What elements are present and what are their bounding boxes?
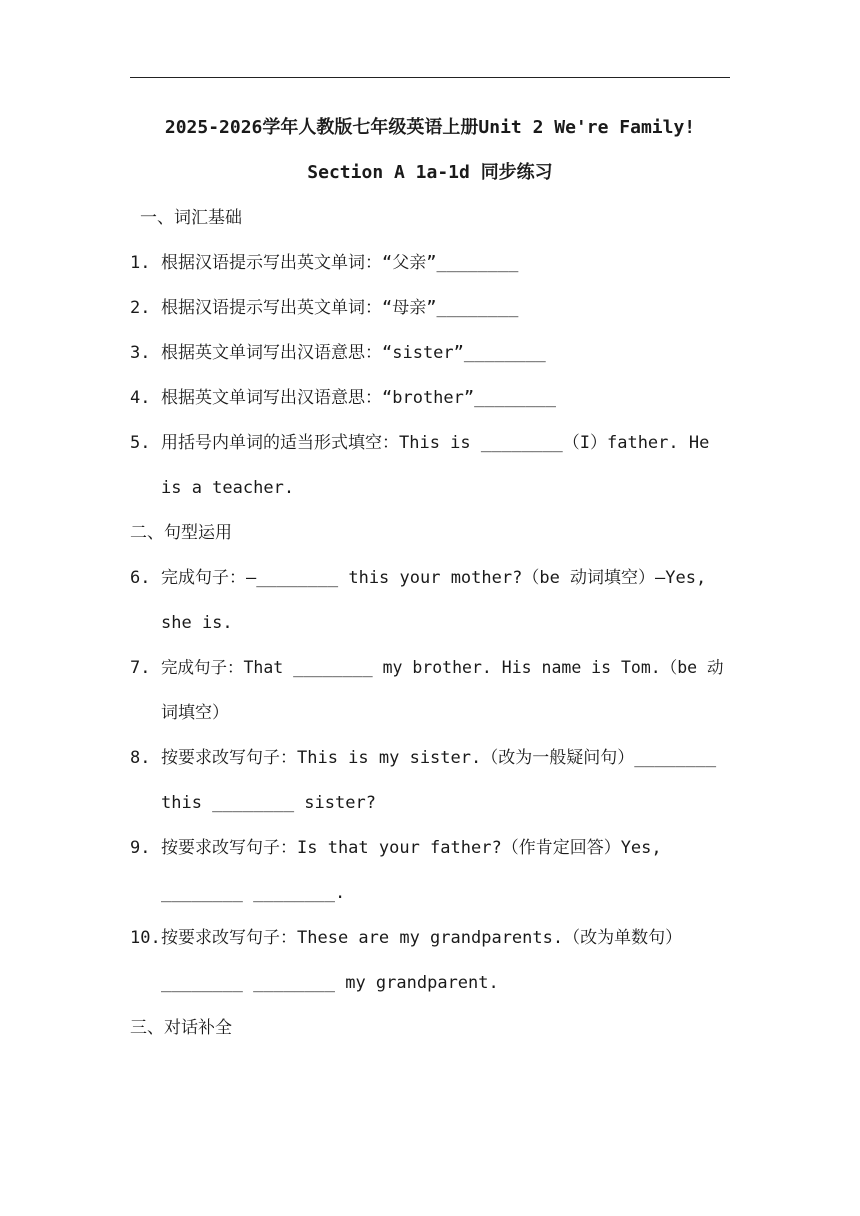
question-number: 3. [130, 343, 151, 363]
question-number: 6. [130, 568, 151, 588]
document-title-line1: 2025-2026学年人教版七年级英语上册Unit 2 We're Family! [164, 117, 696, 138]
question-number: 9. [130, 838, 151, 858]
question-text: 完成句子：—________ this your mother?（be 动词填空）—Yes, [161, 568, 707, 588]
question-number: 5. [130, 433, 151, 453]
question-text-continued: ________ ________ my grandparent. [161, 973, 499, 993]
question-number: 2. [130, 298, 151, 318]
question-text-continued: is a teacher. [161, 478, 295, 498]
question-number: 1. [130, 253, 151, 273]
question-number: 4. [130, 388, 151, 408]
question-text: 按要求改写句子：Is that your father?（作肯定回答）Yes, [161, 838, 662, 858]
question-text: 按要求改写句子：This is my sister.（改为一般疑问句）________ [161, 748, 717, 768]
section-heading-sentences: 二、句型运用 [130, 523, 232, 543]
question-text-continued: she is. [161, 613, 233, 633]
question-number: 10. [130, 928, 161, 948]
question-text-continued: this ________ sister? [161, 793, 376, 813]
question-number: 7. [130, 658, 151, 678]
question-text: 按要求改写句子：These are my grandparents.（改为单数句） [161, 928, 683, 948]
header-rule [130, 77, 730, 78]
question-text: 完成句子：That ________ my brother. His name is Tom.（be 动 [161, 658, 724, 677]
section-heading-vocabulary: 一、词汇基础 [140, 208, 242, 228]
question-text: 根据英文单词写出汉语意思：“sister”________ [161, 343, 546, 363]
question-text-continued: 词填空） [161, 703, 229, 723]
document-title-line2: Section A 1a-1d 同步练习 [307, 162, 553, 183]
question-text: 根据汉语提示写出英文单词：“父亲”________ [161, 253, 519, 273]
question-number: 8. [130, 748, 151, 768]
question-text: 根据汉语提示写出英文单词：“母亲”________ [161, 298, 519, 318]
question-text-continued: ________ ________. [161, 883, 346, 903]
question-text: 用括号内单词的适当形式填空：This is ________（I）father. He [161, 433, 710, 453]
question-text: 根据英文单词写出汉语意思：“brother”________ [161, 388, 556, 408]
section-heading-dialogue: 三、对话补全 [130, 1018, 232, 1038]
